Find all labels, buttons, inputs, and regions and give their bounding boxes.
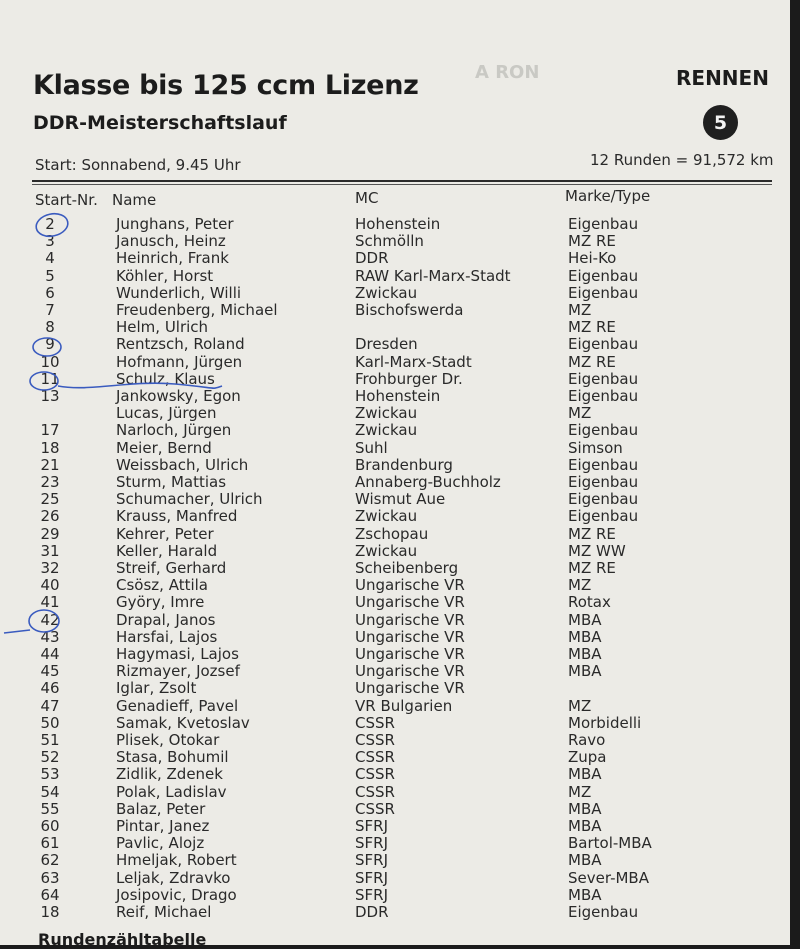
- rider-name: Hofmann, Jürgen: [116, 352, 243, 371]
- club-name: Ungarische VR: [355, 679, 465, 698]
- table-row: [0, 870, 790, 887]
- rider-name: Heinrich, Frank: [116, 249, 229, 268]
- machine-type: Eigenbau: [568, 266, 639, 285]
- table-row: [0, 732, 790, 749]
- start-number: 32: [40, 559, 60, 577]
- column-header-marke: Marke/Type: [565, 187, 651, 205]
- start-info: Start: Sonnabend, 9.45 Uhr: [35, 156, 241, 174]
- rider-name: Helm, Ulrich: [116, 318, 209, 337]
- table-row: [0, 268, 790, 285]
- rider-name: Krauss, Manfred: [116, 507, 238, 526]
- table-row: [0, 457, 790, 474]
- machine-type: Eigenbau: [568, 507, 639, 526]
- club-name: CSSR: [355, 748, 395, 767]
- club-name: DDR: [355, 249, 389, 268]
- club-name: Zwickau: [355, 404, 418, 423]
- rider-name: Jankowsky, Egon: [116, 387, 241, 405]
- start-number: 23: [40, 473, 60, 491]
- start-number: 63: [40, 868, 60, 887]
- club-name: Schmölln: [355, 232, 424, 251]
- table-row: [0, 474, 790, 491]
- machine-type: Bartol-MBA: [568, 834, 652, 853]
- club-name: Zwickau: [355, 283, 418, 302]
- machine-type: Ravo: [568, 731, 606, 749]
- header-divider: [32, 180, 772, 182]
- club-name: Hohenstein: [355, 387, 441, 405]
- table-row: [0, 577, 790, 594]
- club-name: Scheibenberg: [355, 559, 459, 577]
- machine-type: MBA: [568, 851, 602, 870]
- start-number: 18: [40, 903, 60, 921]
- column-header-num: Start-Nr.: [35, 191, 98, 209]
- machine-type: MBA: [568, 627, 602, 646]
- table-row: [0, 233, 790, 250]
- table-row: [0, 904, 790, 921]
- rider-name: Josipovic, Drago: [116, 885, 237, 904]
- machine-type: MBA: [568, 645, 602, 663]
- club-name: Ungarische VR: [355, 593, 465, 612]
- table-row: [0, 440, 790, 457]
- club-name: SFRJ: [355, 817, 388, 835]
- table-row: [0, 543, 790, 560]
- rider-name: Keller, Harald: [116, 541, 218, 560]
- start-number: 4: [45, 249, 55, 268]
- machine-type: Eigenbau: [568, 473, 639, 491]
- table-row: [0, 818, 790, 835]
- table-row: [0, 285, 790, 302]
- start-number: 47: [40, 696, 60, 715]
- rider-name: Iglar, Zsolt: [116, 679, 197, 698]
- rider-name: Stasa, Bohumil: [116, 748, 229, 767]
- start-number: 29: [40, 524, 60, 543]
- machine-type: Hei-Ko: [568, 249, 617, 268]
- rider-name: Balaz, Peter: [116, 799, 206, 818]
- rider-name: Samak, Kvetoslav: [116, 713, 250, 732]
- machine-type: MZ RE: [568, 524, 616, 543]
- start-number: 60: [40, 817, 60, 835]
- club-name: Ungarische VR: [355, 627, 465, 646]
- club-name: Zwickau: [355, 421, 418, 440]
- start-number: 26: [40, 507, 60, 526]
- machine-type: MZ RE: [568, 559, 616, 577]
- header-divider-thin: [32, 184, 772, 185]
- machine-type: MZ: [568, 301, 592, 319]
- machine-type: Sever-MBA: [568, 868, 649, 887]
- rider-name: Meier, Bernd: [116, 438, 212, 457]
- rider-name: Csösz, Attila: [116, 576, 208, 595]
- machine-type: MBA: [568, 765, 602, 784]
- start-number: 3: [45, 232, 55, 251]
- start-number: 44: [40, 645, 60, 663]
- table-row: [0, 526, 790, 543]
- start-number: 42: [40, 610, 60, 629]
- club-name: Ungarische VR: [355, 610, 465, 629]
- club-name: Ungarische VR: [355, 645, 465, 663]
- rider-name: Pavlic, Alojz: [116, 834, 205, 853]
- club-name: Zwickau: [355, 507, 418, 526]
- club-name: Brandenburg: [355, 455, 453, 474]
- table-row: [0, 319, 790, 336]
- start-number: 54: [40, 782, 60, 801]
- machine-type: Eigenbau: [568, 421, 639, 440]
- rider-name: Györy, Imre: [116, 593, 205, 612]
- start-number: 17: [40, 421, 60, 440]
- start-number: 7: [45, 301, 55, 319]
- table-row: [0, 629, 790, 646]
- machine-type: MZ: [568, 576, 592, 595]
- distance-info: 12 Runden = 91,572 km: [590, 151, 774, 169]
- start-number: 53: [40, 765, 60, 784]
- start-number: 64: [40, 885, 60, 904]
- start-number: 11: [40, 369, 60, 388]
- club-name: Suhl: [355, 438, 388, 457]
- start-number: 52: [40, 748, 60, 767]
- table-row: [0, 680, 790, 697]
- club-name: CSSR: [355, 782, 395, 801]
- rider-name: Sturm, Mattias: [116, 473, 227, 491]
- machine-type: Eigenbau: [568, 903, 639, 921]
- table-row: [0, 801, 790, 818]
- machine-type: MBA: [568, 610, 602, 629]
- table-row: [0, 852, 790, 869]
- machine-type: Eigenbau: [568, 455, 639, 474]
- rider-name: Janusch, Heinz: [116, 232, 226, 251]
- club-name: SFRJ: [355, 851, 388, 870]
- table-row: [0, 388, 790, 405]
- footer-heading: Rundenzähltabelle: [38, 930, 207, 949]
- table-row: [0, 766, 790, 783]
- rider-name: Reif, Michael: [116, 903, 212, 921]
- start-number: 9: [45, 335, 55, 354]
- start-number: 10: [40, 352, 60, 371]
- machine-type: Morbidelli: [568, 713, 642, 732]
- rider-name: Hmeljak, Robert: [116, 851, 237, 870]
- club-name: Zschopau: [355, 524, 429, 543]
- page-title: Klasse bis 125 ccm Lizenz: [33, 70, 419, 101]
- machine-type: MZ WW: [568, 541, 626, 560]
- machine-type: Eigenbau: [568, 283, 639, 302]
- start-number: 62: [40, 851, 60, 870]
- rider-name: Leljak, Zdravko: [116, 868, 231, 887]
- start-number: 31: [40, 541, 60, 560]
- start-number: 61: [40, 834, 60, 853]
- club-name: Annaberg-Buchholz: [355, 473, 501, 491]
- start-number: 55: [40, 799, 60, 818]
- start-number: 21: [40, 455, 60, 474]
- rider-name: Schulz, Klaus: [116, 369, 215, 388]
- table-row: [0, 302, 790, 319]
- club-name: CSSR: [355, 765, 395, 784]
- club-name: Zwickau: [355, 541, 418, 560]
- rider-name: Wunderlich, Willi: [116, 283, 242, 302]
- machine-type: MZ RE: [568, 232, 616, 251]
- club-name: Frohburger Dr.: [355, 369, 463, 388]
- rennen-label: RENNEN: [676, 66, 769, 90]
- rider-name: Kehrer, Peter: [116, 524, 214, 543]
- table-row: [0, 784, 790, 801]
- start-number: 25: [40, 490, 60, 509]
- rider-name: Drapal, Janos: [116, 610, 216, 629]
- rider-name: Hagymasi, Lajos: [116, 645, 239, 663]
- rider-name: Zidlik, Zdenek: [116, 765, 223, 784]
- rider-name: Freudenberg, Michael: [116, 301, 278, 319]
- table-row: [0, 715, 790, 732]
- club-name: SFRJ: [355, 868, 388, 887]
- club-name: Karl-Marx-Stadt: [355, 352, 472, 371]
- start-number: 13: [40, 387, 60, 405]
- start-number: 5: [45, 266, 55, 285]
- start-number: 41: [40, 593, 60, 612]
- club-name: Ungarische VR: [355, 576, 465, 595]
- table-row: [0, 491, 790, 508]
- machine-type: Eigenbau: [568, 335, 639, 354]
- table-row: [0, 560, 790, 577]
- machine-type: MBA: [568, 799, 602, 818]
- table-row: [0, 594, 790, 611]
- club-name: DDR: [355, 903, 389, 921]
- table-row: [0, 887, 790, 904]
- rider-name: Genadieff, Pavel: [116, 696, 239, 715]
- machine-type: Zupa: [568, 748, 607, 767]
- start-number: 43: [40, 627, 60, 646]
- start-number: 8: [45, 318, 55, 337]
- start-number: 46: [40, 679, 60, 698]
- table-row: [0, 250, 790, 267]
- club-name: SFRJ: [355, 885, 388, 904]
- table-row: [0, 698, 790, 715]
- machine-type: MBA: [568, 885, 602, 904]
- club-name: VR Bulgarien: [355, 696, 453, 715]
- rider-name: Schumacher, Ulrich: [116, 490, 263, 509]
- rider-name: Rentzsch, Roland: [116, 335, 245, 354]
- machine-type: MZ: [568, 696, 592, 715]
- start-number: 51: [40, 731, 60, 749]
- machine-type: Eigenbau: [568, 490, 639, 509]
- start-number: 50: [40, 713, 60, 732]
- start-number: 2: [45, 215, 55, 233]
- start-number: 6: [45, 283, 55, 302]
- table-row: [0, 663, 790, 680]
- club-name: CSSR: [355, 731, 395, 749]
- machine-type: MZ: [568, 404, 592, 423]
- club-name: CSSR: [355, 799, 395, 818]
- table-row: [0, 749, 790, 766]
- rider-name: Rizmayer, Jozsef: [116, 662, 240, 681]
- rider-name: Polak, Ladislav: [116, 782, 227, 801]
- table-row: [0, 354, 790, 371]
- table-row: [0, 371, 790, 388]
- club-name: Wismut Aue: [355, 490, 446, 509]
- rider-name: Plisek, Otokar: [116, 731, 220, 749]
- start-number: 40: [40, 576, 60, 595]
- machine-type: MBA: [568, 662, 602, 681]
- start-number: 18: [40, 438, 60, 457]
- page-subtitle: DDR-Meisterschaftslauf: [33, 112, 287, 134]
- club-name: Hohenstein: [355, 215, 441, 233]
- table-row: [0, 405, 790, 422]
- rider-name: Pintar, Janez: [116, 817, 210, 835]
- club-name: Dresden: [355, 335, 418, 354]
- table-row: [0, 646, 790, 663]
- machine-type: MZ RE: [568, 318, 616, 337]
- rider-name: Narloch, Jürgen: [116, 421, 232, 440]
- table-row: [0, 612, 790, 629]
- rider-name: Harsfai, Lajos: [116, 627, 218, 646]
- club-name: RAW Karl-Marx-Stadt: [355, 266, 511, 285]
- machine-type: Rotax: [568, 593, 611, 612]
- rider-name: Lucas, Jürgen: [116, 404, 217, 423]
- table-row: [0, 508, 790, 525]
- machine-type: MZ: [568, 782, 592, 801]
- machine-type: Simson: [568, 438, 623, 457]
- start-number: 45: [40, 662, 60, 681]
- club-name: Bischofswerda: [355, 301, 464, 319]
- club-name: Ungarische VR: [355, 662, 465, 681]
- machine-type: Eigenbau: [568, 215, 639, 233]
- rider-name: Köhler, Horst: [116, 266, 214, 285]
- table-row: [0, 422, 790, 439]
- rider-name: Streif, Gerhard: [116, 559, 227, 577]
- table-row: [0, 336, 790, 353]
- rider-name: Junghans, Peter: [116, 215, 234, 233]
- machine-type: MZ RE: [568, 352, 616, 371]
- machine-type: Eigenbau: [568, 369, 639, 388]
- bleed-through-text: A RON: [475, 62, 540, 83]
- table-row: [0, 835, 790, 852]
- rider-name: Weissbach, Ulrich: [116, 455, 249, 474]
- race-number-badge: 5: [703, 105, 738, 140]
- column-header-mc: MC: [355, 189, 379, 207]
- machine-type: MBA: [568, 817, 602, 835]
- table-row: [0, 216, 790, 233]
- club-name: CSSR: [355, 713, 395, 732]
- column-header-name: Name: [112, 191, 157, 209]
- club-name: SFRJ: [355, 834, 388, 853]
- machine-type: Eigenbau: [568, 387, 639, 405]
